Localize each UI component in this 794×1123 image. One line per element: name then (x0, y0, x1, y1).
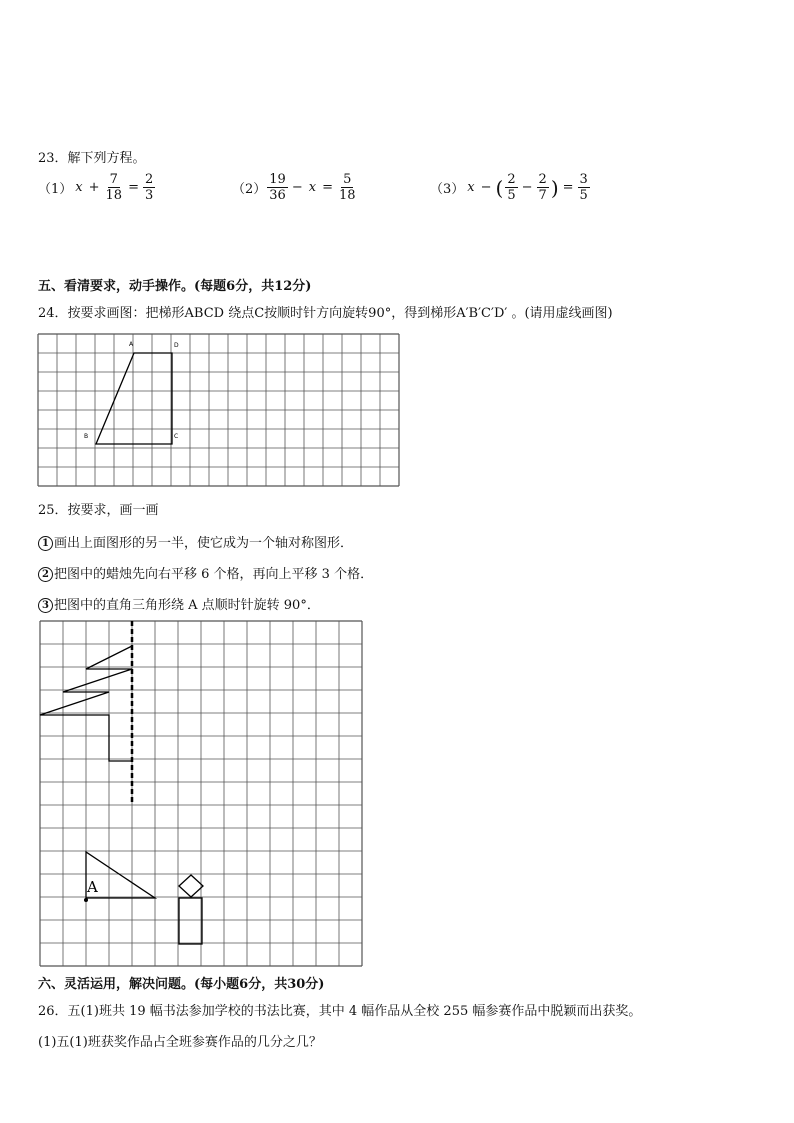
equation-2-equals: = (322, 180, 333, 195)
q23-title: 23．解下列方程。 (38, 151, 146, 166)
equation-1-equals: = (128, 180, 139, 195)
equation-3-right-paren: ) (550, 175, 559, 200)
point-a-label: A (87, 878, 98, 896)
q25-item-2 (38, 563, 373, 582)
fraction-numerator: 3 (579, 172, 588, 187)
q25-grid (40, 621, 362, 966)
equation-1-fraction-b (143, 172, 155, 203)
equation-3-var: x (467, 180, 475, 195)
trapezoid-abcd (96, 353, 172, 444)
fraction-denominator: 3 (144, 188, 154, 203)
section-5-heading: 五、看清要求，动手操作。(每题6分，共12分) (38, 279, 312, 294)
circled-number-3: 3 (38, 598, 53, 613)
candle-body (179, 898, 202, 944)
fraction-numerator: 2 (507, 172, 516, 187)
equation-2-fraction-b (337, 172, 358, 203)
equation-2-label: （2） (232, 182, 267, 197)
equation-2-fraction-a (267, 172, 288, 203)
equation-3-equals: = (562, 180, 574, 195)
fraction-numerator: 2 (144, 172, 154, 187)
q24-grid-figure (38, 334, 399, 482)
equation-2-var: x (308, 180, 317, 195)
fraction-denominator: 5 (579, 188, 588, 203)
fraction-numerator: 2 (538, 172, 547, 187)
fraction-denominator: 18 (338, 188, 356, 203)
section-6-heading: 六、灵活运用，解决问题。(每小题6分，共30分) (38, 977, 325, 992)
q25-item-3 (38, 594, 320, 613)
q25-grid-figure (40, 621, 364, 966)
equation-3-label: （3） (430, 182, 465, 197)
fraction-denominator: 5 (507, 188, 516, 203)
fraction-denominator: 7 (538, 188, 547, 203)
fraction-numerator: 5 (343, 172, 352, 187)
q26-sub-question-1: (1)五(1)班获奖作品占全班参赛作品的几分之几？ (38, 1035, 322, 1050)
equation-3-fraction-b (537, 172, 549, 203)
candle-flame (179, 875, 203, 897)
equation-1-label: （1） (38, 182, 73, 197)
point-a-marker (84, 898, 88, 902)
circled-number-2: 2 (38, 567, 53, 582)
fraction-numerator: 7 (109, 172, 118, 187)
equation-3-minus-2: − (521, 180, 533, 195)
label-b: B (84, 433, 89, 440)
q24-text: 24．按要求画图：把梯形ABCD 绕点C按顺时针方向旋转90°，得到梯形A′B′C′D′ 。(请用虚线画图) (38, 306, 613, 321)
fraction-numerator: 19 (269, 172, 286, 187)
equation-3-fraction-c (578, 172, 590, 203)
label-c: C (174, 433, 179, 440)
q24-grid (38, 334, 399, 486)
equation-1-plus: + (88, 180, 100, 195)
equation-1 (38, 172, 156, 203)
equation-3 (430, 172, 591, 203)
equation-3-fraction-a (505, 172, 517, 203)
q25-title: 25．按要求，画一画 (38, 503, 159, 518)
equation-2 (232, 172, 359, 203)
q25-item-3-text: 把图中的直角三角形绕 A 点顺时针旋转 90°． (54, 598, 320, 613)
label-a: A (129, 341, 134, 348)
label-d: D (174, 342, 179, 349)
equation-1-fraction-a (104, 172, 125, 203)
equation-3-left-paren: ( (495, 175, 504, 200)
q26-text: 26．五(1)班共 19 幅书法参加学校的书法比赛，其中 4 幅作品从全校 255 幅参赛作品中脱颖而出获奖。 (38, 1004, 642, 1019)
equation-2-minus: − (291, 180, 303, 195)
q25-item-2-text: 把图中的蜡烛先向右平移 6 个格，再向上平移 3 个格． (54, 567, 374, 582)
q25-item-1 (38, 532, 353, 551)
equation-1-var: x (75, 180, 83, 195)
circled-number-1: 1 (38, 536, 53, 551)
fraction-denominator: 18 (105, 188, 123, 203)
q25-item-1-text: 画出上面图形的另一半，使它成为一个轴对称图形． (54, 536, 354, 551)
equation-3-minus: − (480, 180, 492, 195)
fraction-denominator: 36 (269, 188, 286, 203)
